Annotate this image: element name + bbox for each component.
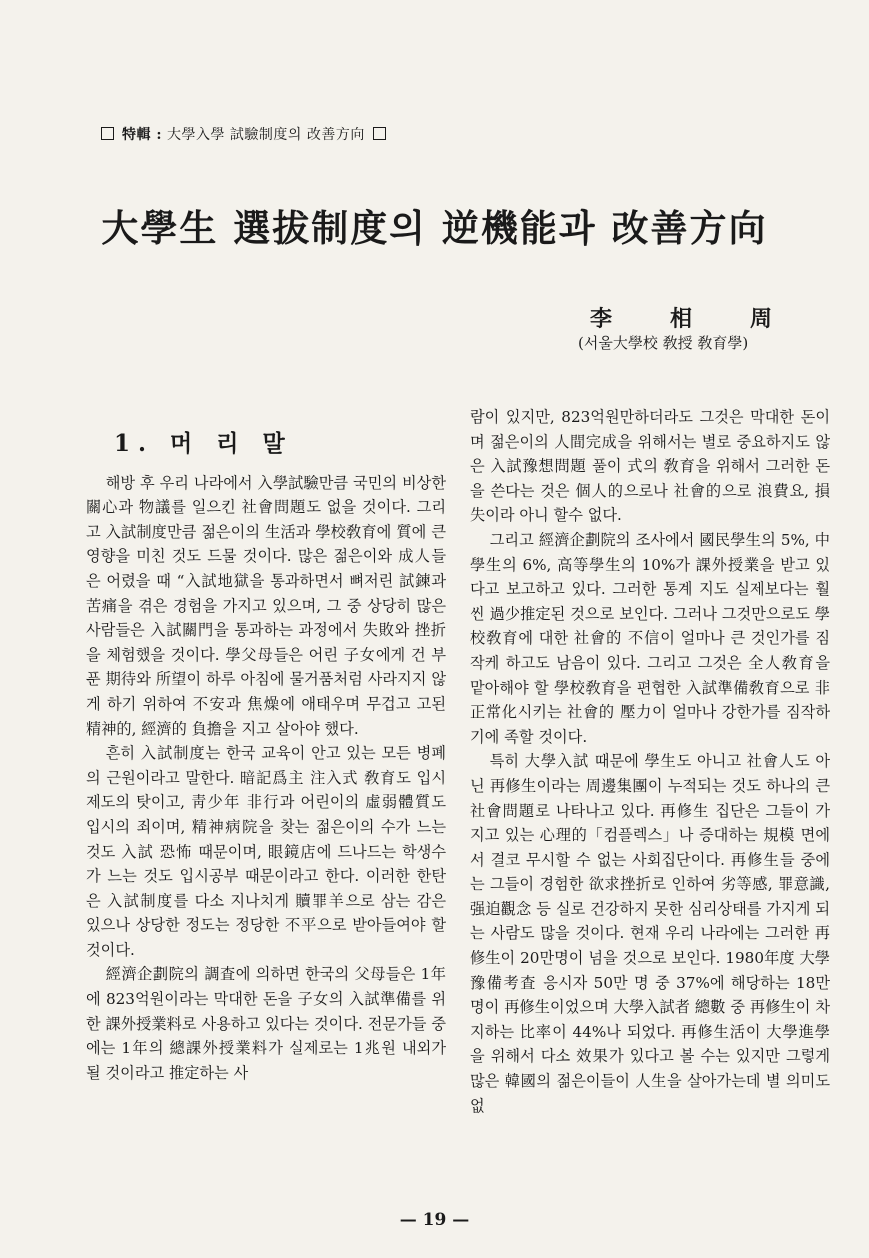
- author-affiliation: (서울大學校 敎授 敎育學): [578, 334, 749, 352]
- bracket-icon: [373, 127, 386, 140]
- column-left: [86, 406, 446, 1085]
- article-title: 大學生 選拔制度의 逆機能과 改善方向: [101, 206, 768, 250]
- author-char: 周: [749, 306, 772, 332]
- paragraph: 그리고 經濟企劃院의 조사에서 國民學生의 5%, 中學生의 6%, 高等學生의 10%가 課外授業을 받고 있다고 보고하고 있다. 그러한 통계 지도 실제보다는 훨씬 過少推定된 것으로 보인다. 그러나 그것만으로도 學校敎育에 대한 社會的 不信이 얼마나 큰 것인가를 짐작케 하고도 남음이 있다. 그리고 그것은 全人敎育을 맡아해야 할 學校敎育을 편협한 入試準備敎育으로 非正常化시키는 社會的 壓力이 얼마나 강한가를 짐작하기에 족할 것이다.: [470, 530, 830, 746]
- series-label: [98, 124, 389, 144]
- section-heading: 1. 머 리 말: [114, 430, 293, 457]
- bracket-icon: [101, 127, 114, 140]
- paragraph: 흔히 入試制度는 한국 교육이 안고 있는 모든 병폐의 근원이라고 말한다. 暗記爲主 注入式 敎育도 입시제도의 탓이고, 靑少年 非行과 어린이의 虛弱體質도 입시의 죄이며, 精神病院을 찾는 젊은이의 수가 느는 것도 入試 恐怖 때문이며, 眼鏡店에 드나드는 학생수가 느는 것도 입시공부 때문이라고 한다. 이러한 한탄은 入試制度를 다소 지나치게 贖罪羊으로 삼는 감은 있으나 상당한 정도는 정당한 不平으로 받아들여야 할 것이다.: [86, 744, 446, 959]
- page-number: — 19 —: [399, 1210, 470, 1230]
- column-right: [470, 405, 830, 1118]
- series-topic: 大學入學 試驗制度의 改善方向: [166, 127, 365, 143]
- paragraph: 람이 있지만, 823억원만하더라도 그것은 막대한 돈이며 젊은이의 人間完成을 위해서는 별로 중요하지도 않은 入試豫想問題 풀이 式의 敎育을 위해서 그러한 돈을 쓴다는 것은 個人的으로나 社會的으로 浪費요, 損失이라 아니 할수 없다.: [470, 408, 830, 525]
- paragraph: 특히 大學入試 때문에 學生도 아니고 社會人도 아닌 再修生이라는 周邊集團이 누적되는 것도 하나의 큰 社會問題로 나타나고 있다. 再修生 집단은 그들이 가지고 있는 心理的「컴플렉스」나 증대하는 規模 면에서 결코 무시할 수 없는 사회집단이다. 再修生들 중에는 그들이 경험한 欲求挫折로 인하여 劣等感, 罪意識, 强迫觀念 등 실로 건강하지 못한 심리상태를 가지게 되는 사람도 많을 것이다. 현재 우리 나라에는 그러한 再修生이 20만명이 넘을 것으로 보인다. 1980年度 大學豫備考査 응시자 50만 명 중 37%에 해당하는 18만 명이 再修生이었으며 大學入試者 總數 중 再修生이 차지하는 比率이 44%나 되었다. 再修生活이 大學進學을 위해서 다소 效果가 있다고 볼 수는 있지만 그렇게 많은 韓國의 젊은이들이 人生을 살아가는데 별 의미도 없: [470, 752, 830, 1115]
- series-prefix: 特輯 :: [121, 127, 162, 143]
- author-name: [590, 302, 772, 333]
- paragraph: 經濟企劃院의 調査에 의하면 한국의 父母들은 1年에 823억원이라는 막대한 돈을 子女의 入試準備를 위한 課外授業料로 사용하고 있다는 것이다. 전문가들 중에는 1年의 總課外授業料가 실제로는 1兆원 내외가 될 것이라고 推定하는 사: [86, 965, 446, 1082]
- author-char: 相: [669, 306, 692, 332]
- paragraph: 해방 후 우리 나라에서 入學試驗만큼 국민의 비상한 關心과 物議를 일으킨 社會問題도 없을 것이다. 그리고 入試制度만큼 젊은이의 生活과 學校敎育에 質에 큰 영향을 미친 것도 드물 것이다. 많은 젊은이와 成人들은 어렸을 때 “入試地獄을 통과하면서 뼈저린 試鍊과 苦痛을 겪은 경험을 가지고 있으며, 그 중 상당히 많은 사람들은 入試關門을 통과하는 과정에서 失敗와 挫折을 체험했을 것이다. 學父母들은 어린 子女에게 건 부푼 期待와 所望이 하루 아침에 물거품처럼 사라지지 않게 하기 위하여 不安과 焦燥에 애태우며 무겁고 고된 精神的, 經濟的 負擔을 지고 살아야 했다.: [86, 473, 447, 738]
- author-char: 李: [590, 306, 613, 332]
